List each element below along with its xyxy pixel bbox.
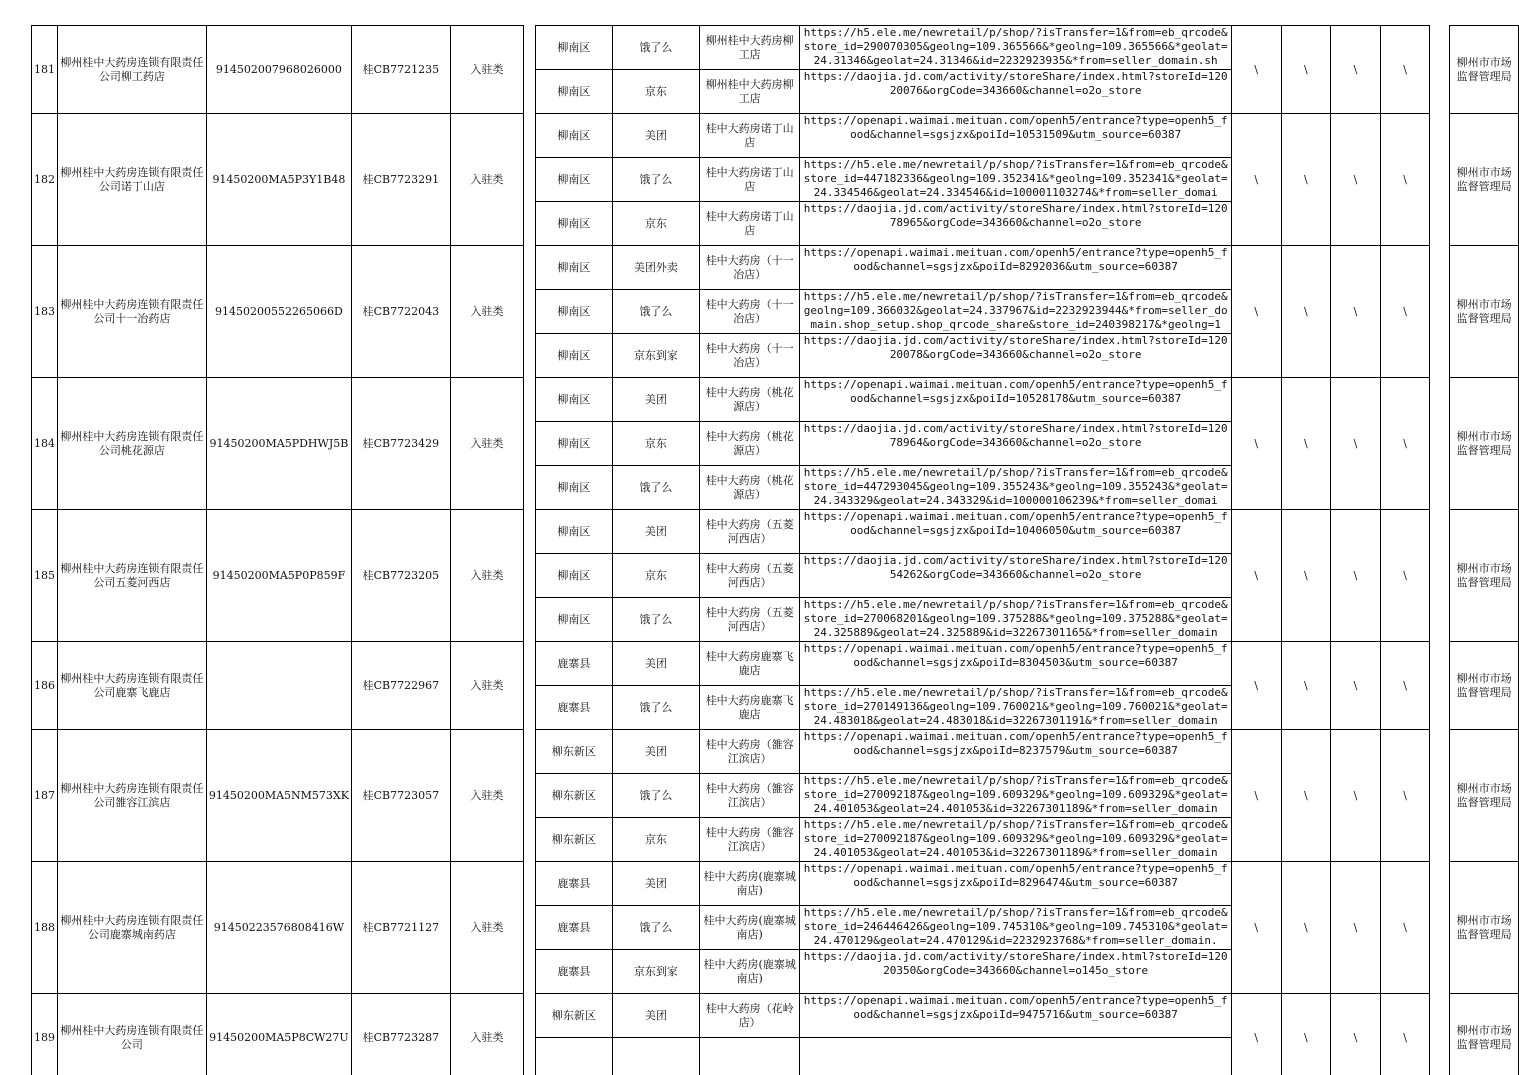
license-number: 桂CB7723205 <box>351 510 450 642</box>
platform-name: 京东 <box>612 202 699 246</box>
shop-name: 桂中大药房（十一冶店） <box>700 334 800 378</box>
supervising-agency: 柳州市市场监督管理局 <box>1450 378 1519 510</box>
shop-url[interactable] <box>800 202 1232 246</box>
license-number: 桂CB7723287 <box>351 994 450 1075</box>
status-col-4: \ <box>1380 730 1430 862</box>
status-col-3: \ <box>1331 26 1381 114</box>
license-number: 桂CB7721127 <box>351 862 450 994</box>
shop-name: 桂中大药房(鹿寨城南店) <box>700 862 800 906</box>
district: 柳南区 <box>536 290 612 334</box>
shop-name: 桂中大药房(鹿寨城南店) <box>700 950 800 994</box>
shop-name: 桂中大药房鹿寨飞鹿店 <box>700 642 800 686</box>
company-name: 柳州桂中大药房连锁有限责任公司雒容江滨店 <box>58 730 207 862</box>
status-col-3: \ <box>1331 510 1381 642</box>
shop-url-text[interactable]: https://h5.ele.me/newretail/p/shop/?isTransfer=1&from=eb_qrcode&store_id=290070305&geolng=109.365566&*geolng=109.365566&*geolat=24.31346&geolat=24.31346&id=2232923935&*from=seller_domain.sh <box>803 26 1228 67</box>
shop-name: 桂中大药房（十一冶店） <box>700 246 800 290</box>
column-gap <box>1430 994 1450 1075</box>
district: 柳南区 <box>536 466 612 510</box>
shop-url[interactable] <box>800 730 1232 774</box>
status-col-4: \ <box>1380 26 1430 114</box>
platform-name: 美团 <box>612 378 699 422</box>
license-number: 桂CB7722043 <box>351 246 450 378</box>
shop-url[interactable] <box>800 994 1232 1038</box>
district: 鹿寨县 <box>536 950 612 994</box>
column-gap <box>1430 378 1450 510</box>
supervising-agency: 柳州市市场监督管理局 <box>1450 994 1519 1075</box>
shop-url[interactable] <box>800 466 1232 510</box>
entry-type: 入驻类 <box>450 114 524 246</box>
shop-name: 桂中大药房诺丁山店 <box>700 114 800 158</box>
record-number: 182 <box>32 114 58 246</box>
entry-type: 入驻类 <box>450 994 524 1075</box>
status-col-2: \ <box>1281 994 1331 1075</box>
platform-name: 京东 <box>612 554 699 598</box>
shop-url-text[interactable]: https://openapi.waimai.meituan.com/openh5/entrance?type=openh5_food&channel=sgsjzx&poiId=8237579&utm_source=60387 <box>803 730 1228 757</box>
district: 柳东新区 <box>536 818 612 862</box>
status-col-2: \ <box>1281 642 1331 730</box>
shop-url[interactable] <box>800 246 1232 290</box>
shop-name: 桂中大药房诺丁山店 <box>700 202 800 246</box>
status-col-4: \ <box>1380 378 1430 510</box>
table-row <box>32 642 1519 686</box>
district: 柳南区 <box>536 70 612 114</box>
status-col-4: \ <box>1380 642 1430 730</box>
company-name: 柳州桂中大药房连锁有限责任公司桃花源店 <box>58 378 207 510</box>
shop-url-text[interactable]: https://openapi.waimai.meituan.com/openh5/entrance?type=openh5_food&channel=sgsjzx&poiId=9475716&utm_source=60387 <box>803 994 1228 1021</box>
shop-url-text[interactable]: https://daojia.jd.com/activity/storeShare/index.html?storeId=12020350&orgCode=343660&channel=o145o_store <box>803 950 1228 977</box>
shop-url-text[interactable]: https://daojia.jd.com/activity/storeShare/index.html?storeId=12054262&orgCode=343660&channel=o2o_store <box>803 554 1228 581</box>
platform-name: 美团 <box>612 510 699 554</box>
column-gap <box>524 114 536 246</box>
supervising-agency: 柳州市市场监督管理局 <box>1450 26 1519 114</box>
column-gap <box>1430 642 1450 730</box>
column-gap <box>1430 510 1450 642</box>
platform-name: 美团 <box>612 994 699 1038</box>
platform-name: 美团 <box>612 114 699 158</box>
shop-url-text[interactable]: https://openapi.waimai.meituan.com/openh5/entrance?type=openh5_food&channel=sgsjzx&poiId=8292036&utm_source=60387 <box>803 246 1228 273</box>
district: 柳南区 <box>536 598 612 642</box>
platform-name: 饿了么 <box>612 290 699 334</box>
record-number: 188 <box>32 862 58 994</box>
status-col-3: \ <box>1331 730 1381 862</box>
status-col-2: \ <box>1281 26 1331 114</box>
table-row <box>32 114 1519 158</box>
table-row <box>32 246 1519 290</box>
status-col-1: \ <box>1231 114 1281 246</box>
status-col-1: \ <box>1231 26 1281 114</box>
district: 柳南区 <box>536 246 612 290</box>
shop-name: 桂中大药房（十一冶店） <box>700 290 800 334</box>
credit-code: 91450200MA5PDHWJ5B <box>206 378 351 510</box>
store-registry-table <box>31 25 1519 1075</box>
column-gap <box>1430 862 1450 994</box>
shop-name: 桂中大药房(鹿寨城南店) <box>700 906 800 950</box>
shop-name: 柳州桂中大药房柳工店 <box>700 70 800 114</box>
shop-name: 桂中大药房（桃花源店） <box>700 466 800 510</box>
shop-name: 桂中大药房鹿寨飞鹿店 <box>700 686 800 730</box>
district: 柳南区 <box>536 114 612 158</box>
district: 柳南区 <box>536 202 612 246</box>
district: 柳东新区 <box>536 730 612 774</box>
credit-code: 91450200MA5P8CW27U <box>206 994 351 1075</box>
district: 柳东新区 <box>536 774 612 818</box>
shop-url[interactable] <box>800 950 1232 994</box>
shop-url-text[interactable]: https://h5.ele.me/newretail/p/shop/?isTransfer=1&from=eb_qrcode&store_id=246446426&geolng=109.745310&*geolng=109.745310&*geolat=24.470129&geolat=24.470129&id=2232923768&*from=seller_domain. <box>803 906 1228 947</box>
shop-url[interactable] <box>800 862 1232 906</box>
district: 鹿寨县 <box>536 686 612 730</box>
platform-name: 京东 <box>612 818 699 862</box>
district <box>536 1038 612 1075</box>
platform-name: 饿了么 <box>612 158 699 202</box>
credit-code: 91450200MA5P0P859F <box>206 510 351 642</box>
shop-name: 桂中大药房（桃花源店） <box>700 378 800 422</box>
shop-url[interactable] <box>800 158 1232 202</box>
shop-name: 桂中大药房（五菱河西店） <box>700 598 800 642</box>
column-gap <box>524 378 536 510</box>
shop-url-text[interactable]: https://h5.ele.me/newretail/p/shop/?isTransfer=1&from=eb_qrcode&store_id=447182336&geolng=109.352341&*geolng=109.352341&*geolat=24.334546&geolat=24.334546&id=100001103274&*from=seller_domai <box>803 158 1228 199</box>
entry-type: 入驻类 <box>450 378 524 510</box>
status-col-4: \ <box>1380 862 1430 994</box>
platform-name: 饿了么 <box>612 906 699 950</box>
shop-url-text[interactable]: https://daojia.jd.com/activity/storeShare/index.html?storeId=12020076&orgCode=343660&channel=o2o_store <box>803 70 1228 97</box>
platform-name: 饿了么 <box>612 686 699 730</box>
table-row <box>32 26 1519 70</box>
company-name: 柳州桂中大药房连锁有限责任公司鹿寨城南药店 <box>58 862 207 994</box>
shop-url-text[interactable]: https://h5.ele.me/newretail/p/shop/?isTransfer=1&from=eb_qrcode&store_id=270092187&geolng=109.609329&*geolng=109.609329&*geolat=24.401053&geolat=24.401053&id=32267301189&*from=seller_domain <box>803 774 1228 815</box>
table-row <box>32 730 1519 774</box>
shop-name: 桂中大药房诺丁山店 <box>700 158 800 202</box>
shop-url[interactable] <box>800 26 1232 70</box>
district: 柳东新区 <box>536 994 612 1038</box>
shop-url-text[interactable]: https://h5.ele.me/newretail/p/shop/?isTransfer=1&from=eb_qrcode&geolng=109.366032&geolat=24.337967&id=2232923944&*from=seller_domain.shop_setup.shop_qrcode_share&store_id=240398217&*geolng=1 <box>803 290 1228 331</box>
status-col-2: \ <box>1281 246 1331 378</box>
status-col-3: \ <box>1331 642 1381 730</box>
status-col-2: \ <box>1281 730 1331 862</box>
shop-name: 桂中大药房（雒容江滨店） <box>700 818 800 862</box>
district: 鹿寨县 <box>536 906 612 950</box>
shop-name: 桂中大药房（五菱河西店） <box>700 554 800 598</box>
credit-code: 914502007968026000 <box>206 26 351 114</box>
record-number: 187 <box>32 730 58 862</box>
column-gap <box>524 994 536 1075</box>
shop-url[interactable] <box>800 554 1232 598</box>
status-col-2: \ <box>1281 510 1331 642</box>
table-row <box>32 994 1519 1038</box>
column-gap <box>1430 26 1450 114</box>
status-col-3: \ <box>1331 378 1381 510</box>
license-number: 桂CB7722967 <box>351 642 450 730</box>
status-col-4: \ <box>1380 114 1430 246</box>
platform-name: 京东 <box>612 422 699 466</box>
platform-name: 美团 <box>612 862 699 906</box>
shop-url-text[interactable]: https://openapi.waimai.meituan.com/openh5/entrance?type=openh5_food&channel=sgsjzx&poiId=8296474&utm_source=60387 <box>803 862 1228 889</box>
status-col-3: \ <box>1331 994 1381 1075</box>
company-name: 柳州桂中大药房连锁有限责任公司 <box>58 994 207 1075</box>
shop-url[interactable] <box>800 378 1232 422</box>
status-col-1: \ <box>1231 730 1281 862</box>
status-col-4: \ <box>1380 510 1430 642</box>
status-col-2: \ <box>1281 378 1331 510</box>
supervising-agency: 柳州市市场监督管理局 <box>1450 642 1519 730</box>
company-name: 柳州桂中大药房连锁有限责任公司五菱河西店 <box>58 510 207 642</box>
credit-code: 91450200MA5NM573XK <box>206 730 351 862</box>
platform-name: 美团外卖 <box>612 246 699 290</box>
status-col-3: \ <box>1331 114 1381 246</box>
license-number: 桂CB7723291 <box>351 114 450 246</box>
platform-name <box>612 1038 699 1075</box>
district: 鹿寨县 <box>536 642 612 686</box>
license-number: 桂CB7721235 <box>351 26 450 114</box>
shop-url[interactable] <box>800 334 1232 378</box>
shop-name: 桂中大药房（雒容江滨店） <box>700 730 800 774</box>
platform-name: 美团 <box>612 730 699 774</box>
table-row <box>32 510 1519 554</box>
status-col-1: \ <box>1231 246 1281 378</box>
shop-name: 柳州桂中大药房柳工店 <box>700 26 800 70</box>
shop-url-text[interactable]: https://daojia.jd.com/activity/storeShare/index.html?storeId=12078964&orgCode=343660&channel=o2o_store <box>803 422 1228 449</box>
column-gap <box>524 642 536 730</box>
column-gap <box>524 26 536 114</box>
shop-url-text[interactable]: https://h5.ele.me/newretail/p/shop/?isTransfer=1&from=eb_qrcode&store_id=270149136&geolng=109.760021&*geolng=109.760021&*geolat=24.483018&geolat=24.483018&id=32267301191&*from=seller_domain <box>803 686 1228 727</box>
shop-url[interactable] <box>800 290 1232 334</box>
shop-url[interactable] <box>800 906 1232 950</box>
status-col-3: \ <box>1331 862 1381 994</box>
record-number: 184 <box>32 378 58 510</box>
license-number: 桂CB7723429 <box>351 378 450 510</box>
column-gap <box>1430 246 1450 378</box>
supervising-agency: 柳州市市场监督管理局 <box>1450 114 1519 246</box>
column-gap <box>1430 114 1450 246</box>
column-gap <box>1430 730 1450 862</box>
status-col-1: \ <box>1231 378 1281 510</box>
record-number: 183 <box>32 246 58 378</box>
district: 柳南区 <box>536 158 612 202</box>
table-row <box>32 378 1519 422</box>
platform-name: 京东 <box>612 70 699 114</box>
status-col-3: \ <box>1331 246 1381 378</box>
shop-url[interactable] <box>800 818 1232 862</box>
shop-url[interactable] <box>800 422 1232 466</box>
record-number: 181 <box>32 26 58 114</box>
platform-name: 京东到家 <box>612 950 699 994</box>
shop-name: 桂中大药房（花岭店） <box>700 994 800 1038</box>
status-col-1: \ <box>1231 862 1281 994</box>
supervising-agency: 柳州市市场监督管理局 <box>1450 730 1519 862</box>
table-row <box>32 862 1519 906</box>
shop-name: 桂中大药房（桃花源店） <box>700 422 800 466</box>
supervising-agency: 柳州市市场监督管理局 <box>1450 510 1519 642</box>
status-col-1: \ <box>1231 510 1281 642</box>
record-number: 186 <box>32 642 58 730</box>
shop-url[interactable] <box>800 598 1232 642</box>
column-gap <box>524 246 536 378</box>
shop-url-text[interactable]: https://daojia.jd.com/activity/storeShare/index.html?storeId=12020078&orgCode=343660&channel=o2o_store <box>803 334 1228 361</box>
shop-url[interactable] <box>800 642 1232 686</box>
company-name: 柳州桂中大药房连锁有限责任公司诺丁山店 <box>58 114 207 246</box>
column-gap <box>524 862 536 994</box>
platform-name: 饿了么 <box>612 774 699 818</box>
shop-url-text[interactable]: https://openapi.waimai.meituan.com/openh5/entrance?type=openh5_food&channel=sgsjzx&poiId=8304503&utm_source=60387 <box>803 642 1228 669</box>
shop-url-text[interactable]: https://h5.ele.me/newretail/p/shop/?isTransfer=1&from=eb_qrcode&store_id=270092187&geolng=109.609329&*geolng=109.609329&*geolat=24.401053&geolat=24.401053&id=32267301189&*from=seller_domain <box>803 818 1228 859</box>
entry-type: 入驻类 <box>450 26 524 114</box>
shop-url[interactable] <box>800 1038 1232 1075</box>
supervising-agency: 柳州市市场监督管理局 <box>1450 862 1519 994</box>
column-gap <box>524 510 536 642</box>
shop-url-text[interactable]: https://openapi.waimai.meituan.com/openh5/entrance?type=openh5_food&channel=sgsjzx&poiId=10531509&utm_source=60387 <box>803 114 1228 141</box>
status-col-2: \ <box>1281 862 1331 994</box>
status-col-1: \ <box>1231 994 1281 1075</box>
platform-name: 京东到家 <box>612 334 699 378</box>
shop-url-text[interactable]: https://openapi.waimai.meituan.com/openh5/entrance?type=openh5_food&channel=sgsjzx&poiId=10406050&utm_source=60387 <box>803 510 1228 537</box>
supervising-agency: 柳州市市场监督管理局 <box>1450 246 1519 378</box>
record-number: 189 <box>32 994 58 1075</box>
district: 柳南区 <box>536 510 612 554</box>
shop-name: 桂中大药房（雒容江滨店） <box>700 774 800 818</box>
credit-code <box>206 642 351 730</box>
shop-url-text[interactable]: https://openapi.waimai.meituan.com/openh5/entrance?type=openh5_food&channel=sgsjzx&poiId=10528178&utm_source=60387 <box>803 378 1228 405</box>
license-number: 桂CB7723057 <box>351 730 450 862</box>
shop-url-text[interactable]: https://daojia.jd.com/activity/storeShare/index.html?storeId=12078965&orgCode=343660&channel=o2o_store <box>803 202 1228 229</box>
platform-name: 饿了么 <box>612 26 699 70</box>
company-name: 柳州桂中大药房连锁有限责任公司十一冶药店 <box>58 246 207 378</box>
platform-name: 饿了么 <box>612 598 699 642</box>
platform-name: 美团 <box>612 642 699 686</box>
entry-type: 入驻类 <box>450 642 524 730</box>
district: 鹿寨县 <box>536 862 612 906</box>
shop-name <box>700 1038 800 1075</box>
record-number: 185 <box>32 510 58 642</box>
credit-code: 91450223576808416W <box>206 862 351 994</box>
district: 柳南区 <box>536 26 612 70</box>
district: 柳南区 <box>536 554 612 598</box>
shop-url[interactable] <box>800 510 1232 554</box>
shop-url-text[interactable]: https://h5.ele.me/newretail/p/shop/?isTransfer=1&from=eb_qrcode&store_id=270068201&geolng=109.375288&*geolng=109.375288&*geolat=24.325889&geolat=24.325889&id=32267301165&*from=seller_domain <box>803 598 1228 639</box>
status-col-4: \ <box>1380 994 1430 1075</box>
column-gap <box>524 730 536 862</box>
shop-url[interactable] <box>800 70 1232 114</box>
company-name: 柳州桂中大药房连锁有限责任公司柳工药店 <box>58 26 207 114</box>
platform-name: 饿了么 <box>612 466 699 510</box>
shop-url[interactable] <box>800 114 1232 158</box>
entry-type: 入驻类 <box>450 510 524 642</box>
district: 柳南区 <box>536 378 612 422</box>
entry-type: 入驻类 <box>450 862 524 994</box>
entry-type: 入驻类 <box>450 730 524 862</box>
status-col-1: \ <box>1231 642 1281 730</box>
shop-url-text[interactable]: https://h5.ele.me/newretail/p/shop/?isTransfer=1&from=eb_qrcode&store_id=447293045&geolng=109.355243&*geolng=109.355243&*geolat=24.343329&geolat=24.343329&id=100000106239&*from=seller_domai <box>803 466 1228 507</box>
shop-name: 桂中大药房（五菱河西店） <box>700 510 800 554</box>
shop-url-text[interactable] <box>802 1038 1229 1075</box>
credit-code: 91450200552265066D <box>206 246 351 378</box>
district: 柳南区 <box>536 334 612 378</box>
entry-type: 入驻类 <box>450 246 524 378</box>
status-col-2: \ <box>1281 114 1331 246</box>
credit-code: 91450200MA5P3Y1B48 <box>206 114 351 246</box>
company-name: 柳州桂中大药房连锁有限责任公司鹿寨飞鹿店 <box>58 642 207 730</box>
status-col-4: \ <box>1380 246 1430 378</box>
shop-url[interactable] <box>800 774 1232 818</box>
shop-url[interactable] <box>800 686 1232 730</box>
district: 柳南区 <box>536 422 612 466</box>
